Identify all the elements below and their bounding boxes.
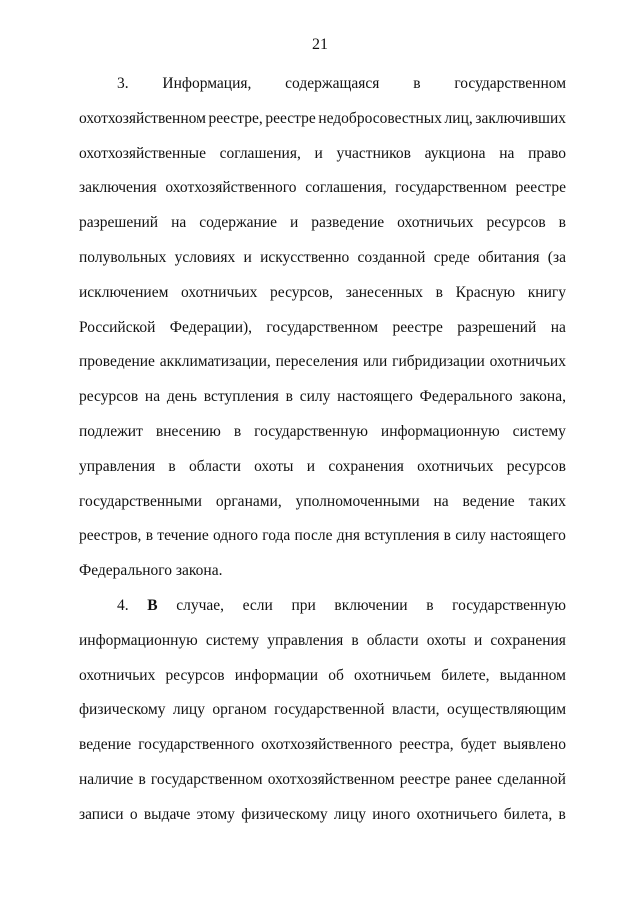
paragraph bbox=[79, 593, 566, 837]
text-line: разрешений на содержание и разведение охотничьих ресурсов в bbox=[79, 214, 566, 232]
text-line: заключения охотхозяйственного соглашения, государственном реестре bbox=[79, 179, 566, 197]
text-line: управления в области охоты и сохранения охотничьих ресурсов bbox=[79, 457, 566, 475]
text-line: 3. Информация, содержащаяся в государственном bbox=[117, 75, 566, 92]
text-line: подлежит внесению в государственную информационную систему bbox=[79, 422, 566, 440]
text-line: полувольных условиях и искусственно созданной среде обитания (за bbox=[79, 248, 566, 266]
text-line: охотхозяйственные соглашения, и участников аукциона на право bbox=[79, 144, 566, 162]
text-line: государственными органами, уполномоченными на ведение таких bbox=[79, 492, 566, 510]
text-line: наличие в государственном охотхозяйственном реестре ранее сделанной bbox=[79, 770, 566, 788]
text-line: 4. В случае, если при включении в государственную bbox=[117, 596, 566, 614]
text-line: Федерального закона. bbox=[79, 562, 223, 580]
paragraph bbox=[79, 71, 566, 593]
text-line: реестров, в течение одного года после дня вступления в силу настоящего bbox=[79, 527, 566, 545]
text-line: охотхозяйственном реестре, реестре недобросовестных лиц, заключивших bbox=[79, 109, 566, 127]
text-line: физическому лицу органом государственной власти, осуществляющим bbox=[79, 701, 566, 719]
page-number: 21 bbox=[312, 36, 328, 53]
text-line: исключением охотничьих ресурсов, занесенных в Красную книгу bbox=[79, 283, 566, 301]
text-line: ресурсов на день вступления в силу настоящего Федерального закона, bbox=[79, 388, 566, 406]
text-line: охотничьих ресурсов информации об охотничьем билете, выданном bbox=[79, 666, 566, 684]
text-line: записи о выдаче этому физическому лицу иного охотничьего билета, в bbox=[79, 805, 566, 823]
text-line: информационную систему управления в области охоты и сохранения bbox=[79, 631, 566, 649]
text-line: проведение акклиматизации, переселения или гибридизации охотничьих bbox=[79, 353, 566, 371]
text-line: Российской Федерации), государственном реестре разрешений на bbox=[79, 318, 566, 336]
document-body bbox=[79, 71, 566, 837]
text-line: ведение государственного охотхозяйственного реестра, будет выявлено bbox=[79, 736, 566, 754]
